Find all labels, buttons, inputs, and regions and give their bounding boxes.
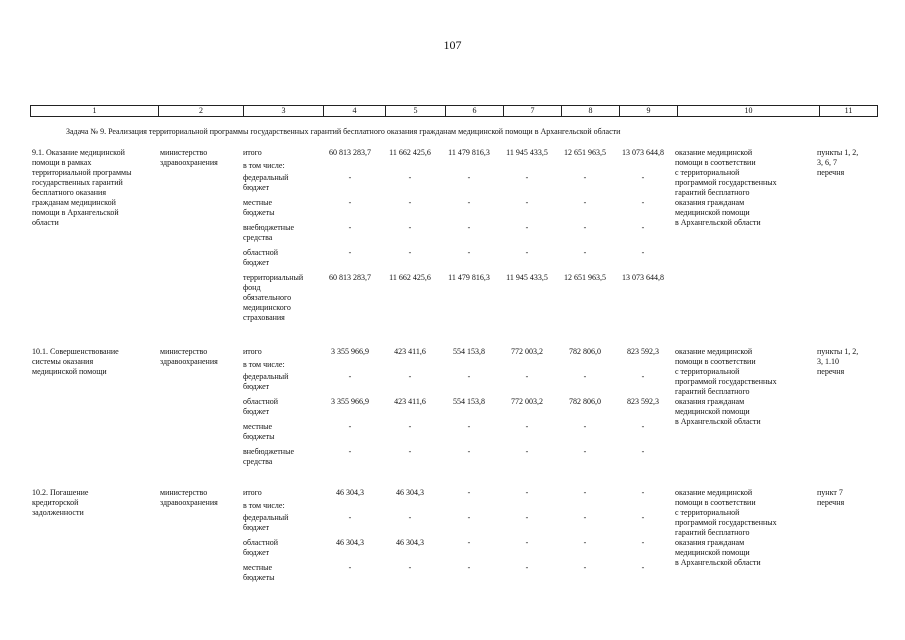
expected-result: медицинской помощи: [675, 208, 750, 217]
funding-value: -: [525, 372, 529, 381]
funding-value: -: [348, 372, 352, 381]
column-number: 2: [159, 106, 244, 117]
executor: здравоохранения: [160, 158, 218, 167]
funding-value: 12 651 963,5: [564, 148, 606, 157]
funding-value: -: [641, 372, 645, 381]
column-number: 11: [820, 106, 878, 117]
funding-source: федеральный: [243, 513, 289, 522]
funding-value: -: [408, 198, 412, 207]
funding-value: 554 153,8: [453, 397, 485, 406]
funding-source: фонд: [243, 283, 261, 292]
expected-result: в Архангельской области: [675, 558, 761, 567]
program-name: 10.1. Совершенствование: [32, 347, 119, 356]
funding-value: -: [583, 248, 587, 257]
reference: перечня: [817, 367, 845, 376]
expected-result: оказания гражданам: [675, 538, 745, 547]
column-number: 6: [446, 106, 504, 117]
funding-value: 12 651 963,5: [564, 273, 606, 282]
expected-result: помощи в соответствии: [675, 158, 756, 167]
expected-result: медицинской помощи: [675, 548, 750, 557]
funding-value: 554 153,8: [453, 347, 485, 356]
expected-result: в Архангельской области: [675, 218, 761, 227]
funding-value: 11 945 433,5: [506, 273, 548, 282]
executor: министерство: [160, 488, 208, 497]
funding-value: -: [525, 223, 529, 232]
funding-value: -: [467, 173, 471, 182]
funding-value: -: [348, 198, 352, 207]
funding-source: бюджет: [243, 523, 270, 532]
funding-value: -: [467, 422, 471, 431]
expected-result: оказания гражданам: [675, 198, 745, 207]
column-number-header: [30, 105, 878, 117]
funding-source: бюджеты: [243, 432, 275, 441]
funding-source: итого: [243, 148, 262, 157]
funding-value: -: [641, 173, 645, 182]
funding-source: внебюджетные: [243, 447, 294, 456]
funding-value: -: [408, 223, 412, 232]
funding-value: 3 355 966,9: [331, 347, 369, 356]
column-number: 7: [504, 106, 562, 117]
funding-source: итого: [243, 488, 262, 497]
column-number: 9: [620, 106, 678, 117]
funding-value: -: [525, 198, 529, 207]
funding-value: -: [408, 248, 412, 257]
expected-result: в Архангельской области: [675, 417, 761, 426]
task-title: Задача № 9. Реализация территориальной программы государственных гарантий бесплатного оказания гражданам медицинской помощи в Архангельской области: [66, 127, 621, 136]
funding-source: бюджет: [243, 382, 270, 391]
expected-result: оказание медицинской: [675, 148, 753, 157]
funding-value: -: [467, 513, 471, 522]
funding-value: -: [467, 538, 471, 547]
funding-value: 46 304,3: [336, 538, 364, 547]
funding-value: -: [348, 513, 352, 522]
column-number: 1: [31, 106, 159, 117]
funding-value: -: [525, 513, 529, 522]
funding-value: 60 813 283,7: [329, 273, 371, 282]
funding-value: 3 355 966,9: [331, 397, 369, 406]
funding-value: -: [525, 173, 529, 182]
funding-value: 11 479 816,3: [448, 273, 490, 282]
program-name: медицинской помощи: [32, 367, 107, 376]
funding-value: -: [641, 198, 645, 207]
funding-source: бюджеты: [243, 573, 275, 582]
program-name: кредиторской: [32, 498, 79, 507]
funding-source: итого: [243, 347, 262, 356]
expected-result: с территориальной: [675, 168, 740, 177]
funding-value: -: [348, 563, 352, 572]
page-number: 107: [443, 38, 462, 52]
program-name: помощи в рамках: [32, 158, 92, 167]
funding-value: -: [583, 513, 587, 522]
funding-value: -: [641, 422, 645, 431]
funding-value: 11 945 433,5: [506, 148, 548, 157]
funding-value: -: [525, 447, 529, 456]
program-name: гражданам медицинской: [32, 198, 116, 207]
funding-source: бюджет: [243, 407, 270, 416]
funding-value: 46 304,3: [396, 538, 424, 547]
program-name: 9.1. Оказание медицинской: [32, 148, 125, 157]
funding-value: -: [467, 248, 471, 257]
funding-value: -: [467, 198, 471, 207]
funding-value: 772 003,2: [511, 397, 543, 406]
funding-source: внебюджетные: [243, 223, 294, 232]
funding-value: -: [408, 563, 412, 572]
funding-source: местные: [243, 198, 273, 207]
expected-result: с территориальной: [675, 367, 740, 376]
reference: пункты 1, 2,: [817, 347, 859, 356]
funding-value: -: [583, 173, 587, 182]
funding-value: -: [348, 223, 352, 232]
funding-source: областной: [243, 397, 279, 406]
funding-value: -: [525, 563, 529, 572]
funding-value: -: [467, 447, 471, 456]
expected-result: гарантий бесплатного: [675, 387, 750, 396]
funding-value: -: [525, 488, 529, 497]
funding-source: в том числе:: [243, 359, 285, 369]
funding-value: 13 073 644,8: [622, 273, 664, 282]
funding-value: -: [467, 372, 471, 381]
reference: перечня: [817, 498, 845, 507]
funding-value: -: [467, 563, 471, 572]
funding-source: федеральный: [243, 372, 289, 381]
program-name: бесплатного оказания: [32, 188, 107, 197]
expected-result: гарантий бесплатного: [675, 188, 750, 197]
funding-source: областной: [243, 248, 279, 257]
funding-value: -: [641, 447, 645, 456]
funding-source: бюджет: [243, 183, 270, 192]
funding-source: бюджет: [243, 258, 270, 267]
funding-value: -: [641, 248, 645, 257]
expected-result: с территориальной: [675, 508, 740, 517]
funding-value: -: [583, 198, 587, 207]
column-number: 10: [678, 106, 820, 117]
program-name: помощи в Архангельской: [32, 208, 119, 217]
column-number: 3: [244, 106, 324, 117]
funding-value: -: [348, 173, 352, 182]
executor: здравоохранения: [160, 357, 218, 366]
funding-source: бюджеты: [243, 208, 275, 217]
funding-value: -: [408, 513, 412, 522]
funding-value: -: [525, 248, 529, 257]
funding-source: федеральный: [243, 173, 289, 182]
reference: перечня: [817, 168, 845, 177]
funding-value: 782 806,0: [569, 397, 601, 406]
funding-value: -: [408, 447, 412, 456]
funding-value: 46 304,3: [336, 488, 364, 497]
expected-result: оказания гражданам: [675, 397, 745, 406]
funding-value: -: [583, 538, 587, 547]
funding-value: -: [408, 372, 412, 381]
reference: 3, 6, 7: [817, 158, 837, 167]
funding-source: медицинского: [243, 303, 291, 312]
funding-value: 823 592,3: [627, 347, 659, 356]
expected-result: оказание медицинской: [675, 347, 753, 356]
funding-value: -: [348, 447, 352, 456]
funding-value: 60 813 283,7: [329, 148, 371, 157]
program-name: 10.2. Погашение: [32, 488, 89, 497]
funding-value: -: [583, 563, 587, 572]
funding-value: -: [583, 447, 587, 456]
funding-value: 823 592,3: [627, 397, 659, 406]
funding-source: средства: [243, 233, 273, 242]
funding-source: бюджет: [243, 548, 270, 557]
funding-value: -: [348, 422, 352, 431]
expected-result: помощи в соответствии: [675, 498, 756, 507]
funding-value: -: [467, 223, 471, 232]
funding-source: в том числе:: [243, 160, 285, 170]
funding-value: 423 411,6: [394, 347, 426, 356]
program-name: области: [32, 218, 59, 227]
column-number: 5: [386, 106, 446, 117]
column-number: 4: [324, 106, 386, 117]
funding-source: в том числе:: [243, 500, 285, 510]
funding-value: -: [525, 422, 529, 431]
expected-result: помощи в соответствии: [675, 357, 756, 366]
funding-value: -: [641, 223, 645, 232]
funding-value: -: [525, 538, 529, 547]
funding-source: территориальный: [243, 273, 304, 282]
funding-value: 13 073 644,8: [622, 148, 664, 157]
funding-value: 11 479 816,3: [448, 148, 490, 157]
funding-value: 46 304,3: [396, 488, 424, 497]
reference: 3, 1.10: [817, 357, 839, 366]
funding-value: 11 662 425,6: [389, 273, 431, 282]
expected-result: программой государственных: [675, 518, 777, 527]
column-number: 8: [562, 106, 620, 117]
funding-value: -: [348, 248, 352, 257]
funding-value: -: [583, 422, 587, 431]
reference: пункт 7: [817, 488, 843, 497]
expected-result: программой государственных: [675, 377, 777, 386]
expected-result: оказание медицинской: [675, 488, 753, 497]
funding-value: -: [641, 513, 645, 522]
funding-value: 782 806,0: [569, 347, 601, 356]
funding-value: -: [641, 488, 645, 497]
funding-source: местные: [243, 563, 273, 572]
executor: министерство: [160, 148, 208, 157]
funding-source: средства: [243, 457, 273, 466]
funding-source: областной: [243, 538, 279, 547]
funding-value: -: [408, 422, 412, 431]
funding-source: страхования: [243, 313, 285, 322]
funding-value: -: [467, 488, 471, 497]
expected-result: программой государственных: [675, 178, 777, 187]
funding-value: -: [641, 563, 645, 572]
program-name: государственных гарантий: [32, 178, 123, 187]
funding-value: 772 003,2: [511, 347, 543, 356]
funding-value: 11 662 425,6: [389, 148, 431, 157]
funding-value: 423 411,6: [394, 397, 426, 406]
funding-value: -: [408, 173, 412, 182]
expected-result: медицинской помощи: [675, 407, 750, 416]
program-name: задолженности: [32, 508, 84, 517]
expected-result: гарантий бесплатного: [675, 528, 750, 537]
program-name: системы оказания: [32, 357, 94, 366]
funding-value: -: [583, 488, 587, 497]
funding-value: -: [583, 372, 587, 381]
executor: здравоохранения: [160, 498, 218, 507]
program-name: территориальной программы: [32, 168, 132, 177]
executor: министерство: [160, 347, 208, 356]
funding-source: местные: [243, 422, 273, 431]
funding-source: обязательного: [243, 293, 292, 302]
funding-value: -: [583, 223, 587, 232]
funding-value: -: [641, 538, 645, 547]
reference: пункты 1, 2,: [817, 148, 859, 157]
